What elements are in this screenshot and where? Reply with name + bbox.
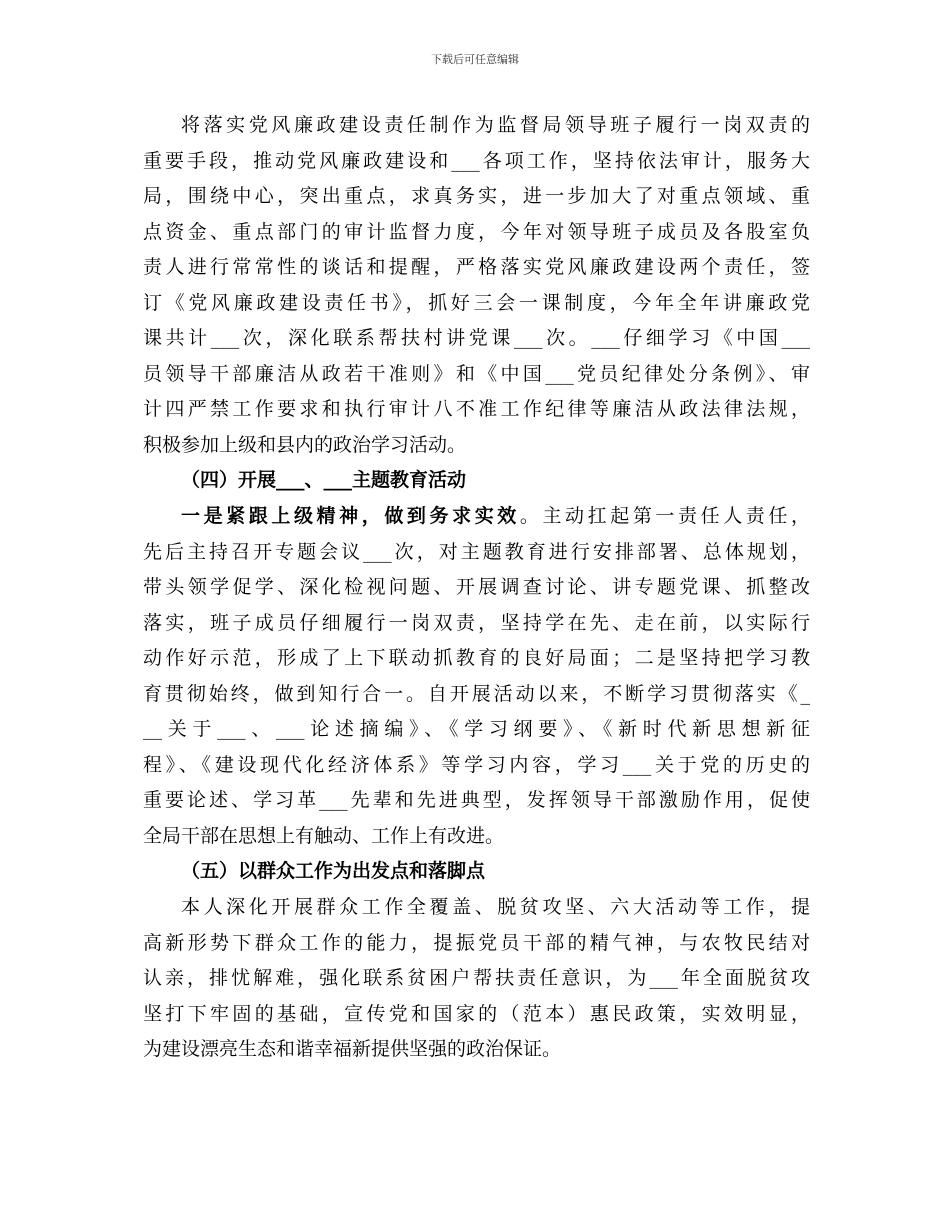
paragraph-line: 坚打下牢固的基础，宣传党和国家的（范本）惠民政策，实效明显， — [143, 1002, 810, 1025]
paragraph-line: 计四严禁工作要求和执行审计八不准工作纪律等廉洁从政法律法规， — [143, 398, 810, 421]
paragraph-line: 点资金、重点部门的审计监督力度，今年对领导班子成员及各股室负 — [143, 220, 810, 243]
page-header: 下载后可任意编辑 — [431, 53, 519, 66]
paragraph-line: 重要手段，推动党风廉政建设和___各项工作，坚持依法审计，服务大 — [143, 149, 810, 172]
paragraph-line: 责人进行常常性的谈话和提醒，严格落实党风廉政建设两个责任，签 — [143, 256, 810, 279]
paragraph-line: 局，围绕中心，突出重点，求真务实，进一步加大了对重点领域、重 — [143, 185, 810, 208]
paragraph-line: 高新形势下群众工作的能力，提振党员干部的精气神，与农牧民结对 — [143, 931, 810, 954]
section-heading: （五）以群众工作为出发点和落脚点 — [181, 860, 486, 883]
document-body — [143, 108, 810, 1068]
paragraph-line: 重要论述、学习革___先辈和先进典型，发挥领导干部激励作用，促使 — [143, 789, 810, 812]
paragraph-line: 带头领学促学、深化检视问题、开展调查讨论、讲专题党课、抓整改 — [143, 576, 810, 599]
paragraph-line: __关于___、___论述摘编》、《学习纲要》、《新时代新思想新征 — [143, 718, 810, 741]
paragraph-line: 程》、《建设现代化经济体系》等学习内容，学习___关于党的历史的 — [143, 753, 810, 776]
lead-bold-text: 一是紧跟上级精神，做到务求实效 — [181, 505, 520, 528]
paragraph-line: 先后主持召开专题会议___次，对主题教育进行安排部署、总体规划， — [143, 540, 810, 563]
paragraph-line: 员领导干部廉洁从政若干准则》和《中国___党员纪律处分条例》、审 — [143, 362, 810, 385]
paragraph-line: 将落实党风廉政建设责任制作为监督局领导班子履行一岗双责的 — [181, 114, 810, 136]
paragraph-line: 动作好示范，形成了上下联动抓教育的良好局面；二是坚持把学习教 — [143, 647, 810, 670]
lead-rest-text: 。主动扛起第一责任人责任， — [519, 505, 810, 528]
paragraph-line: 育贯彻始终，做到知行合一。自开展活动以来，不断学习贯彻落实《_ — [143, 682, 810, 705]
paragraph-line: 为建设漂亮生态和谐幸福新提供坚强的政治保证。 — [143, 1038, 562, 1061]
paragraph-line: 订《党风廉政建设责任书》，抓好三会一课制度，今年全年讲廉政党 — [143, 291, 810, 314]
paragraph-line: 积极参加上级和县内的政治学习活动。 — [143, 433, 467, 456]
paragraph-line: 认亲，排忧解难，强化联系贫困户帮扶责任意识，为___年全面脱贫攻 — [143, 967, 810, 990]
paragraph-line: 全局干部在思想上有触动、工作上有改进。 — [143, 824, 505, 847]
paragraph-line: 本人深化开展群众工作全覆盖、脱贫攻坚、六大活动等工作，提 — [181, 896, 810, 919]
paragraph-line: 落实，班子成员仔细履行一岗双责，坚持学在先、走在前，以实际行 — [143, 611, 810, 634]
section-heading: （四）开展___、___主题教育活动 — [181, 469, 467, 492]
paragraph-line: 课共计___次，深化联系帮扶村讲党课___次。___仔细学习《中国___ — [143, 327, 810, 350]
paragraph-line — [143, 499, 810, 535]
